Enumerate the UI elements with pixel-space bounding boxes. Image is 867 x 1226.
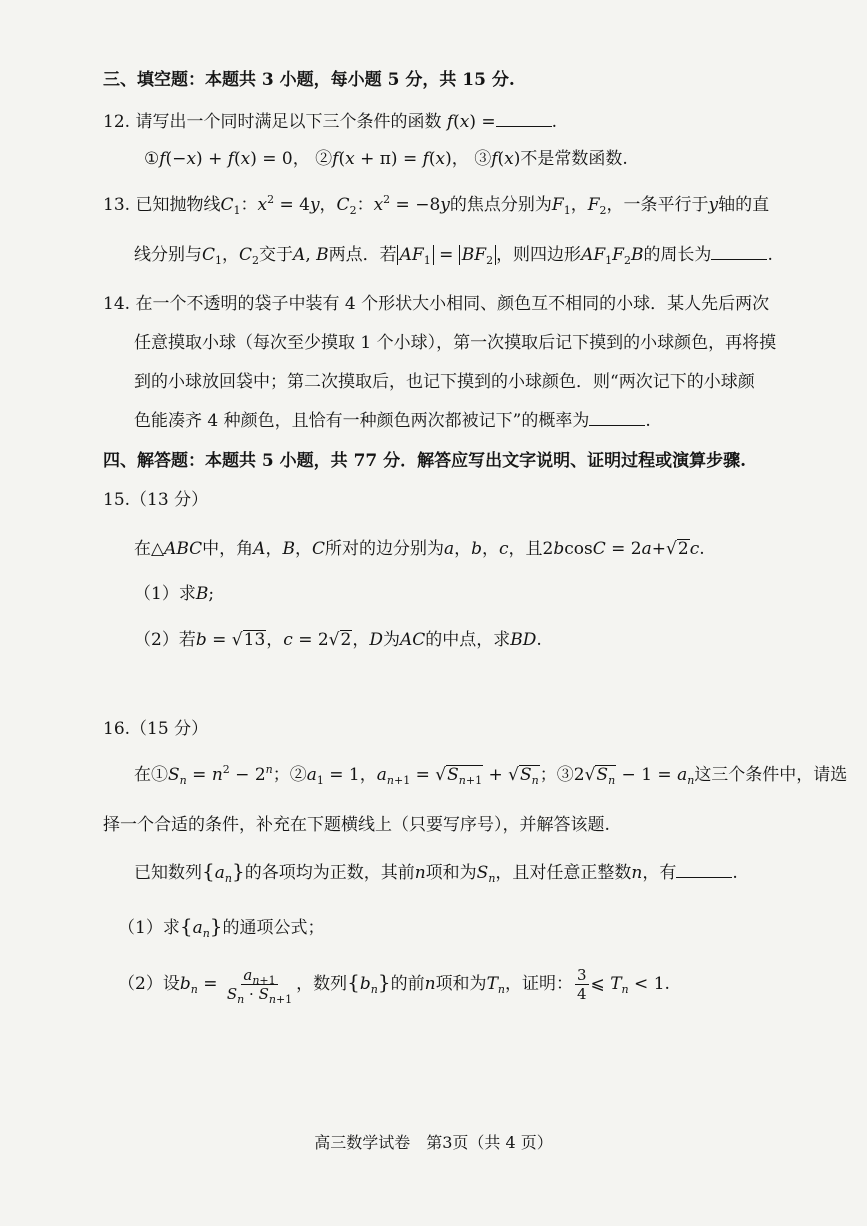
question-16-number: 16.（15 分） xyxy=(103,719,209,739)
question-13-number: 13. xyxy=(103,195,131,215)
condition-2-marker: ② xyxy=(315,149,333,169)
q16-part1-text-a: （1）求 xyxy=(118,918,180,938)
answer-blank-14 xyxy=(589,409,645,426)
question-12-number: 12. xyxy=(103,112,131,132)
section-4-heading: 四、解答题：本题共 5 小题，共 77 分．解答应写出文字说明、证明过程或演算步骤. xyxy=(103,451,747,471)
condition-3-text: 不是常数函数. xyxy=(520,149,628,169)
question-12-text: 请写出一个同时满足以下三个条件的函数 xyxy=(135,112,442,132)
q13-text-a: 已知抛物线 xyxy=(135,195,221,215)
q16-part2-text-c: 的前 xyxy=(390,974,425,994)
question-13-line-2: 线分别与$C_1$，$C_2$交于A, B两点．若 $AF_1 = BF_2$ ，则四边形$AF_1F_2B$的周长为 . xyxy=(134,245,773,267)
question-16-line-2: 择一个合适的条件，补充在下题横线上（只要写序号），并解答该题. xyxy=(103,815,610,835)
q15-text-c: 所对的边分别为 xyxy=(324,539,444,559)
question-14-text-1: 在一个不透明的袋子中装有 4 个形状大小相同、颜色互不相同的小球．某人先后两次 xyxy=(135,294,770,314)
answer-blank-13 xyxy=(711,243,767,260)
question-16-line-1: 在$①S_n = n^2 - 2^n$；$②a_1 = 1$，$a_{n+1} = √S_{n+1} + √S_n$；$③2√S_n - 1 = a_n$这三个条件中，请选 xyxy=(134,763,848,787)
condition-1-marker: ① xyxy=(144,149,160,169)
q13-text-d: 轴的直 xyxy=(718,195,770,215)
q13-text-g: 两点．若 xyxy=(328,245,397,265)
question-16-line-3: 已知数列$\{a_n\}$的各项均为正数，其前n项和为$S_n$，且对任意正整数n，有 . xyxy=(134,859,738,885)
page-footer: 高三数学试卷 第3页（共 4 页） xyxy=(314,1133,553,1152)
question-14-line-2: 任意摸取小球（每次至少摸取 1 个小球），第一次摸取后记下摸到的小球颜色，再将摸 xyxy=(134,333,777,353)
q15-part1-text: （1）求 xyxy=(134,584,196,604)
q16-text-b: 这三个条件中，请选 xyxy=(694,765,848,785)
question-15-stem: 在△ABC中，角A，B，C所对的边分别为a，b，c，且2bcosC = 2a+√2c. xyxy=(134,539,705,559)
question-14-line-3: 到的小球放回袋中；第二次摸取后，也记下摸到的小球颜色．则“两次记下的小球颜 xyxy=(134,372,755,392)
question-16-part-1: （1）求$\{a_n\}$的通项公式； xyxy=(118,914,325,940)
q16-part1-text-b: 的通项公式； xyxy=(222,918,325,938)
q16-text-e: 项和为 xyxy=(425,863,477,883)
question-14-number: 14. xyxy=(103,294,131,314)
section-3-heading: 三、填空题：本题共 3 小题，每小题 5 分，共 15 分. xyxy=(103,70,515,90)
q15-part2-text-a: （2）若 xyxy=(134,630,196,650)
q16-part2-text-e: ，证明： xyxy=(505,974,573,994)
question-13-line-1: 13. 已知抛物线$C_1$：$x^2 = 4y$，$C_2$：$x^2 = -8y$的焦点分别为$F_1$，$F_2$，一条平行于y轴的直 xyxy=(103,193,770,217)
q15-part2-text-c: 的中点，求 xyxy=(425,630,511,650)
answer-blank-16 xyxy=(676,861,732,878)
q13-text-f: 交于 xyxy=(259,245,294,265)
question-15-number: 15.（13 分） xyxy=(103,490,209,510)
q16-text-a: 在 xyxy=(134,765,151,785)
q15-text-b: 中，角 xyxy=(202,539,254,559)
q13-text-e: 线分别与 xyxy=(134,245,202,265)
question-15-part-1: （1）求B; xyxy=(134,584,215,604)
question-12-line-1: 12. 请写出一个同时满足以下三个条件的函数 f(x) = . xyxy=(103,112,558,132)
q15-part2-text-b: 为 xyxy=(382,630,400,650)
q13-text-c: ，一条平行于 xyxy=(606,195,709,215)
question-14-line-4: 色能凑齐 4 种颜色，且恰有一种颜色两次都被记下”的概率为 . xyxy=(134,411,651,431)
q16-text-f: ，且对任意正整数 xyxy=(495,863,632,883)
question-12-conditions: ①f(−x) + f(x) = 0， ②f(x + π) = f(x)， ③f(x)不是常数函数. xyxy=(144,149,628,169)
q15-text-d: ，且 xyxy=(508,539,543,559)
q16-part2-text-a: （2）设 xyxy=(118,974,180,994)
q13-text-h: ，则四边形 xyxy=(496,245,582,265)
question-16-part-2: （2）设$b_n$ = $\frac{a_{n+1}}{S_n \cdot S_{n+1}}$ ，数列$\{b_n\}$的前n项和为$T_n$，证明： $\frac{3}{4}$ ⩽ $T_n < 1$. xyxy=(118,966,670,1006)
q16-part2-text-b: ，数列 xyxy=(296,974,348,994)
q13-text-b: 的焦点分别为 xyxy=(449,195,552,215)
q16-text-d: 的各项均为正数，其前 xyxy=(244,863,415,883)
q16-text-g: ，有 xyxy=(642,863,677,883)
question-15-part-2: （2）若b = √13，c = 2√2，D为AC的中点，求BD. xyxy=(134,630,542,650)
question-14-line-1 xyxy=(103,292,769,316)
q15-text-a: 在△ xyxy=(134,539,165,559)
question-14-text-4: 色能凑齐 4 种颜色，且恰有一种颜色两次都被记下”的概率为 xyxy=(134,411,590,431)
answer-blank-12 xyxy=(496,110,552,127)
q16-text-c: 已知数列 xyxy=(134,863,202,883)
q13-text-i: 的周长为 xyxy=(643,245,712,265)
condition-3-marker: ③ xyxy=(474,149,492,169)
q16-part2-text-d: 项和为 xyxy=(435,974,487,994)
